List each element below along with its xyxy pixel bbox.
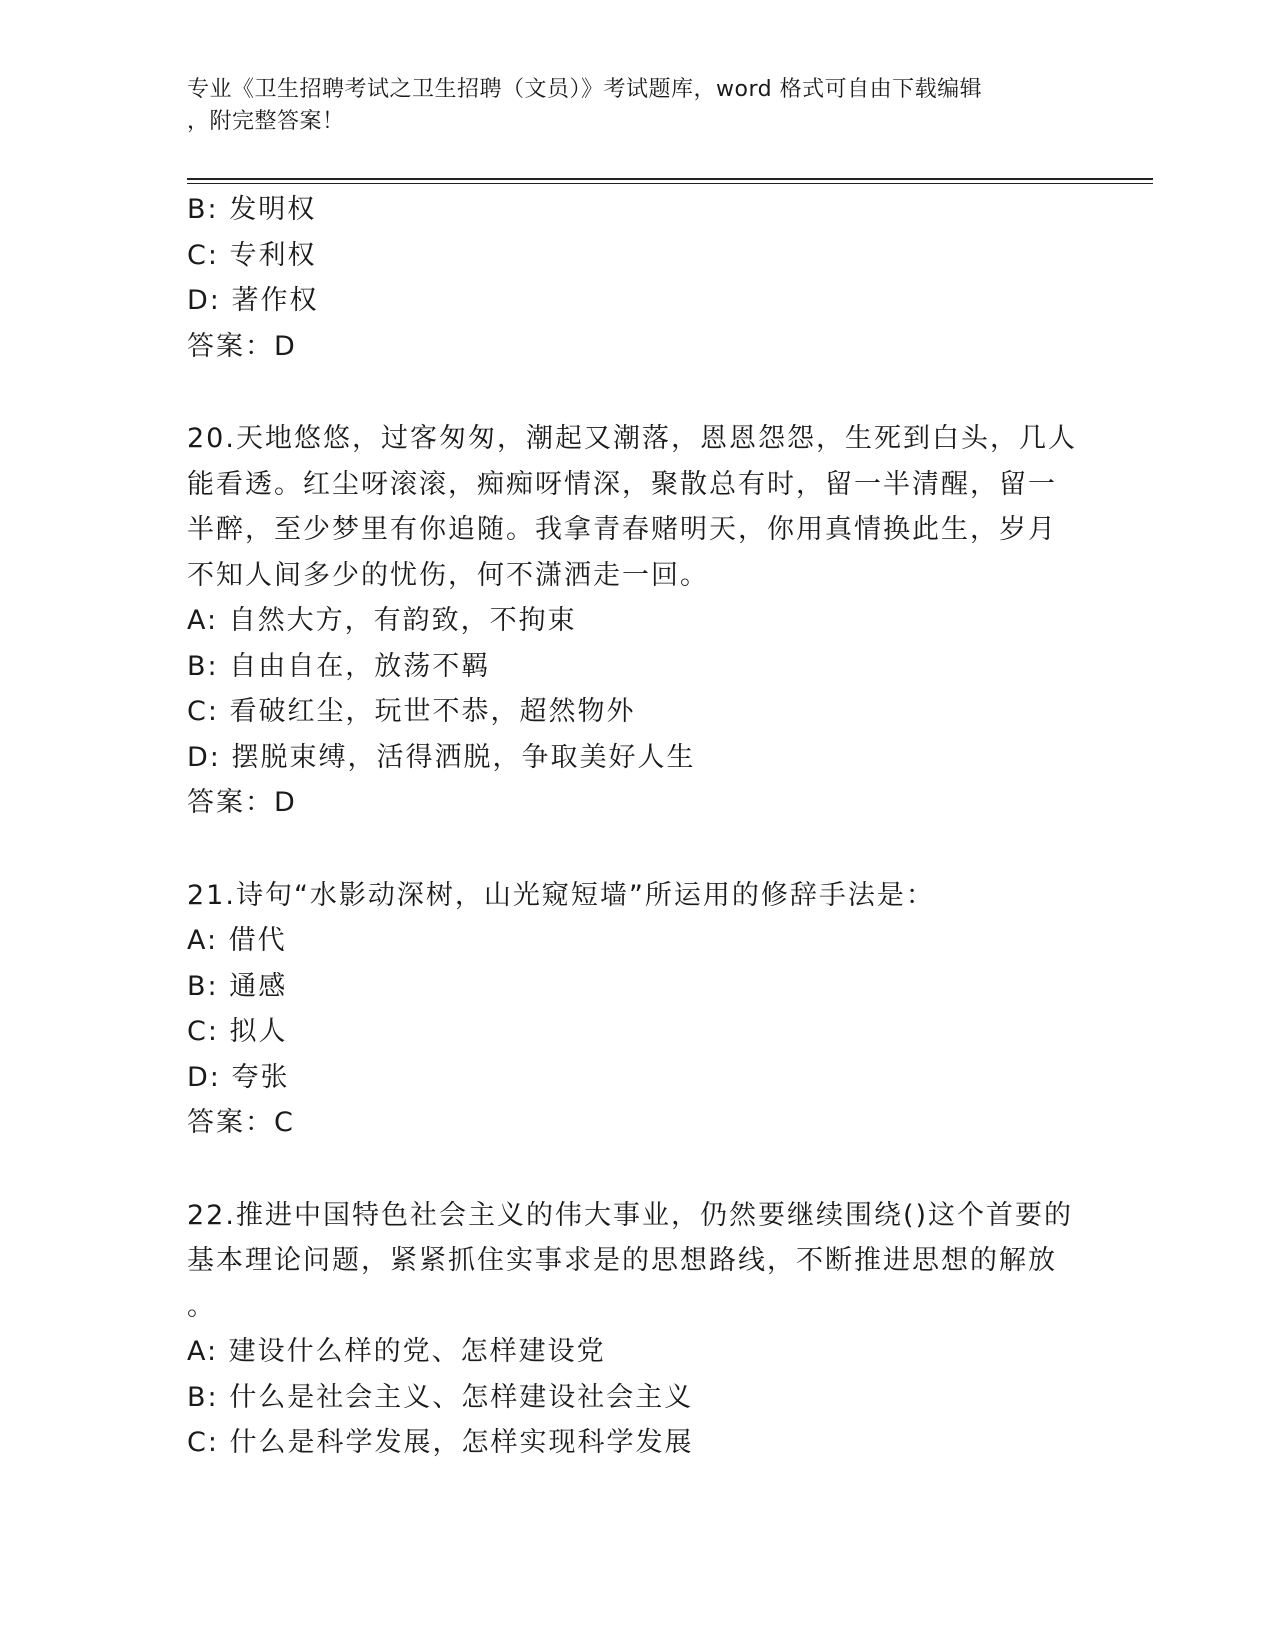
answer-line: 答案：D [187,330,297,362]
question-text-line: 不知人间多少的忧伤，何不潇洒走一回。 [187,559,709,591]
question-text-line: 20.天地悠悠，过客匆匆，潮起又潮落，恩恩怨怨，生死到白头，几人 [187,423,1077,454]
spacer [187,1146,1087,1193]
spacer [187,369,1087,416]
answer-line: 答案：C [187,1107,295,1138]
option-b: B: 什么是社会主义、怎样建设社会主义 [187,1381,694,1413]
question-text-line: 22.推进中国特色社会主义的伟大事业，仍然要继续围绕()这个首要的 [187,1199,1074,1231]
header-line-1: 专业《卫生招聘考试之卫生招聘（文员）》考试题库，word 格式可自由下载编辑 [187,77,983,102]
spacer [187,826,1087,873]
header-line-2: ，附完整答案！ [187,109,345,134]
question-text-line: 半醉，至少梦里有你追随。我拿青春赌明天，你用真情换此生，岁月 [187,514,1057,545]
question-21-block [187,873,1087,1146]
option-c: C: 看破红尘，玩世不恭，超然物外 [187,696,636,727]
document-header [187,74,1067,138]
option-d: D: 夸张 [187,1061,290,1093]
option-b: B: 发明权 [187,194,317,225]
question-20-block [187,416,1087,826]
question-text-line: 基本理论问题，紧紧抓住实事求是的思想路线，不断推进思想的解放 [187,1245,1057,1276]
option-c: C: 拟人 [187,1016,288,1047]
option-a: A: 借代 [187,925,287,956]
question-text-line: 能看透。红尘呀滚滚，痴痴呀情深，聚散总有时，留一半清醒，留一 [187,468,1057,500]
option-a: A: 建设什么样的党、怎样建设党 [187,1336,606,1367]
question-text-line: 。 [187,1290,216,1322]
answer-line: 答案：D [187,787,297,818]
question-22-block [187,1193,1087,1466]
option-a: A: 自然大方，有韵致，不拘束 [187,605,577,636]
question-text-line: 21.诗句“水影动深树，山光窥短墙”所运用的修辞手法是： [187,879,935,911]
prev-question-block [187,187,1087,369]
option-d: D: 著作权 [187,285,319,316]
option-b: B: 通感 [187,970,288,1002]
option-c: C: 什么是科学发展，怎样实现科学发展 [187,1427,694,1458]
option-b: B: 自由自在，放荡不羁 [187,650,491,682]
option-c: C: 专利权 [187,239,317,271]
header-divider-thin [187,183,1153,184]
option-d: D: 摆脱束缚，活得洒脱，争取美好人生 [187,741,696,773]
header-divider-thick [187,178,1153,180]
question-content [187,187,1087,1466]
